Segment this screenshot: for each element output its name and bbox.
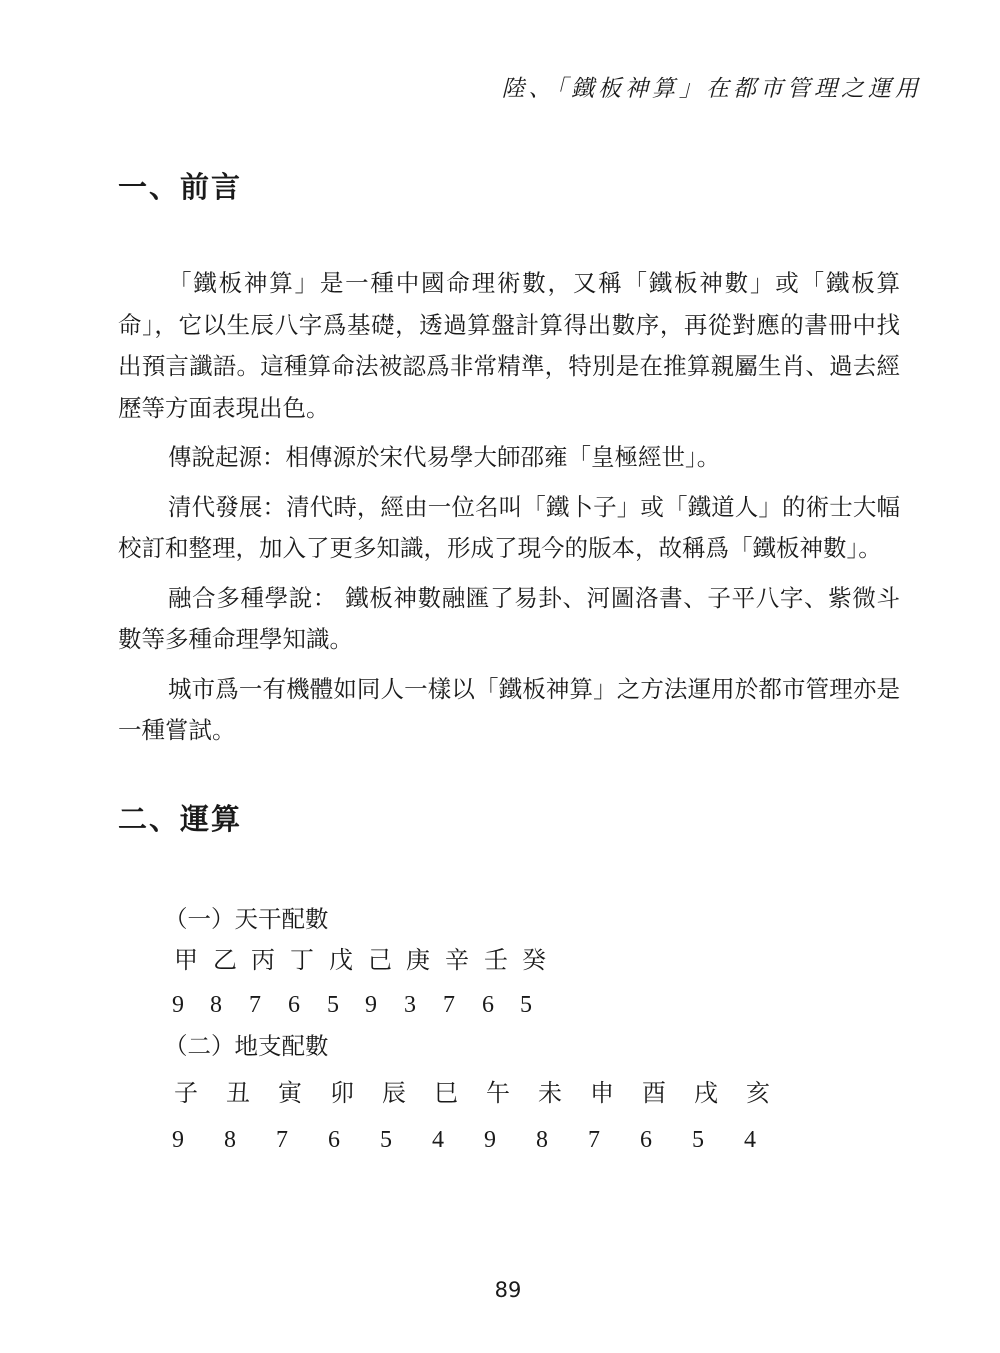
branch-number: 9 bbox=[484, 1127, 496, 1153]
branch-cell: 申 bbox=[590, 1079, 614, 1107]
branch-number: 9 bbox=[172, 1127, 184, 1153]
paragraph: 「鐵板神算」是一種中國命理術數，又稱「鐵板神數」或「鐵板算命」，它以生辰八字爲基礎，透過算盤計算得出數序，再從對應的書冊中找出預言讖語。這種算命法被認爲非常精準，特別是在推算親屬生肖、過去經歷等方面表現出色。 bbox=[118, 269, 900, 422]
stem-cell: 庚 bbox=[406, 946, 430, 974]
branch-number: 4 bbox=[432, 1127, 444, 1153]
stem-cell: 辛 bbox=[445, 946, 469, 974]
stem-cell: 戊 bbox=[329, 946, 353, 974]
branch-number: 5 bbox=[692, 1127, 704, 1153]
branch-number: 4 bbox=[744, 1127, 756, 1153]
branch-cell: 未 bbox=[538, 1079, 562, 1107]
branch-cell: 戌 bbox=[694, 1079, 718, 1107]
calculation-tables bbox=[164, 899, 874, 1161]
branch-numbers-row bbox=[174, 1120, 874, 1161]
branches-label: （二）地支配數 bbox=[164, 1032, 329, 1060]
stem-number: 8 bbox=[210, 992, 222, 1018]
branch-cell: 午 bbox=[486, 1079, 510, 1107]
branch-number: 5 bbox=[380, 1127, 392, 1153]
stem-number: 5 bbox=[520, 992, 532, 1018]
branch-number: 8 bbox=[224, 1127, 236, 1153]
stem-cell: 壬 bbox=[484, 946, 508, 974]
stems-row bbox=[174, 940, 874, 981]
stem-number: 9 bbox=[365, 992, 377, 1018]
section-heading-introduction: 一、前言 bbox=[118, 170, 243, 204]
stem-cell: 己 bbox=[368, 946, 392, 974]
stem-number: 6 bbox=[288, 992, 300, 1018]
paragraph: 清代發展：清代時，經由一位名叫「鐵卜子」或「鐵道人」的術士大幅校訂和整理，加入了更多知識，形成了現今的版本，故稱爲「鐵板神數」。 bbox=[118, 492, 900, 562]
stem-cell: 乙 bbox=[213, 946, 237, 974]
paragraph: 融合多種學說： 鐵板神數融匯了易卦、河圖洛書、子平八字、紫微斗數等多種命理學知識。 bbox=[118, 583, 900, 653]
section-heading-calculation: 二、運算 bbox=[118, 802, 243, 836]
paragraph: 城市爲一有機體如同人一樣以「鐵板神算」之方法運用於都市管理亦是一種嘗試。 bbox=[118, 674, 900, 744]
introduction-body bbox=[118, 263, 900, 760]
paragraph: 傳說起源：相傳源於宋代易學大師邵雍「皇極經世」。 bbox=[168, 443, 721, 471]
branch-cell: 丑 bbox=[226, 1079, 250, 1107]
branch-number: 7 bbox=[588, 1127, 600, 1153]
stem-number: 7 bbox=[249, 992, 261, 1018]
branch-cell: 巳 bbox=[434, 1079, 458, 1107]
branch-number: 8 bbox=[536, 1127, 548, 1153]
branches-subheading bbox=[164, 1026, 874, 1067]
branch-cell: 子 bbox=[174, 1079, 198, 1107]
stem-number: 3 bbox=[404, 992, 416, 1018]
stem-number: 5 bbox=[327, 992, 339, 1018]
branch-cell: 寅 bbox=[278, 1079, 302, 1107]
stem-number: 7 bbox=[443, 992, 455, 1018]
stem-cell: 癸 bbox=[522, 946, 546, 974]
branch-cell: 卯 bbox=[330, 1079, 354, 1107]
stem-cell: 丙 bbox=[251, 946, 275, 974]
stems-label: （一）天干配數 bbox=[164, 905, 329, 933]
stem-numbers-row bbox=[174, 985, 874, 1026]
page-number: 89 bbox=[494, 1278, 522, 1302]
running-header: 陸、「鐵板神算」在都市管理之運用 bbox=[501, 76, 922, 102]
branch-cell: 辰 bbox=[382, 1079, 406, 1107]
stem-number: 6 bbox=[482, 992, 494, 1018]
stems-subheading bbox=[164, 899, 874, 940]
branches-row bbox=[174, 1073, 874, 1114]
stem-number: 9 bbox=[172, 992, 184, 1018]
branch-cell: 酉 bbox=[642, 1079, 666, 1107]
branch-number: 6 bbox=[328, 1127, 340, 1153]
branch-number: 7 bbox=[276, 1127, 288, 1153]
branch-cell: 亥 bbox=[746, 1079, 770, 1107]
stem-cell: 丁 bbox=[290, 946, 314, 974]
stem-cell: 甲 bbox=[174, 946, 198, 974]
branch-number: 6 bbox=[640, 1127, 652, 1153]
